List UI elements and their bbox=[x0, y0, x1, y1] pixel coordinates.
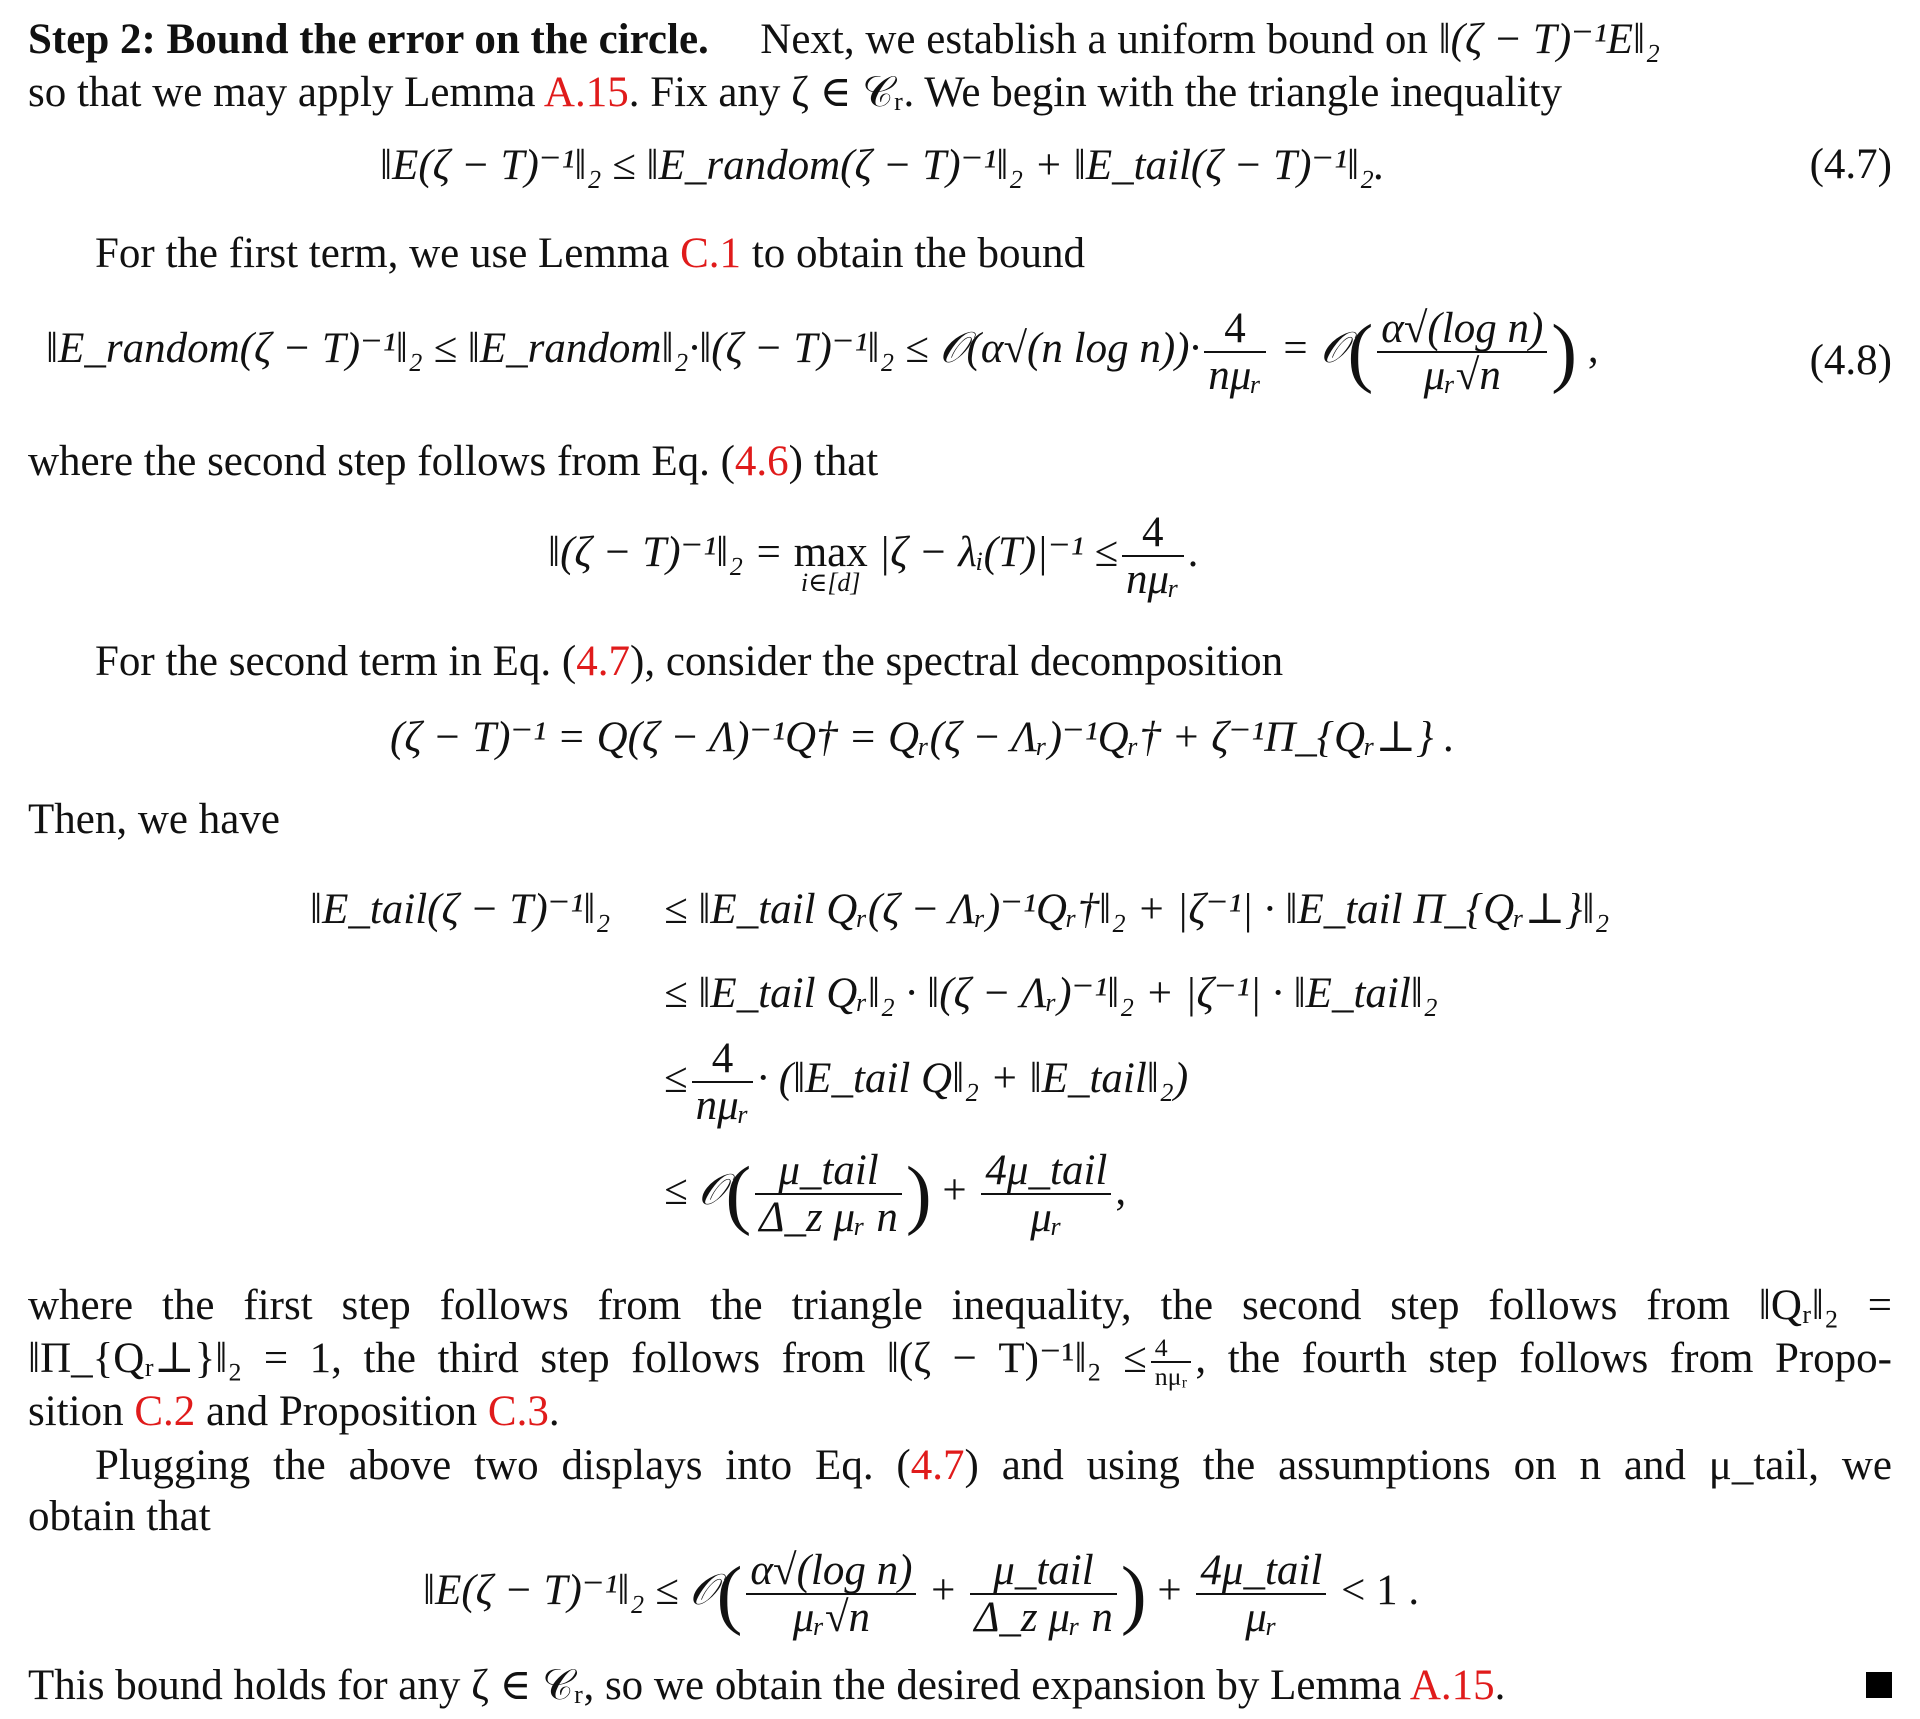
equation-body: ‖E(ζ − T)⁻¹‖₂ ≤ ‖E_random(ζ − T)⁻¹‖₂ + ‖E_tail(ζ − T)⁻¹‖₂. bbox=[380, 142, 1385, 189]
paragraph-text: ) and using the assumptions on n and μ_tail, we bbox=[964, 1442, 1893, 1489]
fraction bbox=[1122, 510, 1184, 602]
punctuation: , bbox=[1587, 325, 1599, 373]
fraction bbox=[1196, 1548, 1326, 1640]
paragraph-text: and Proposition bbox=[206, 1388, 478, 1435]
fraction-denominator: Δ_z μᵣ n bbox=[974, 1594, 1113, 1642]
fraction-numerator: 4μ_tail bbox=[1196, 1548, 1326, 1595]
fraction-denominator: μᵣ√n bbox=[792, 1594, 871, 1642]
paragraph-line bbox=[28, 14, 1892, 66]
paragraph-text: where the first step follows from the triangle inequality, the second step follows from ‖Qᵣ‖₂ = bbox=[28, 1282, 1892, 1329]
paragraph-text: For the second term in Eq. ( bbox=[95, 638, 577, 685]
paragraph-text: , the fourth step follows from Propo- bbox=[1195, 1335, 1892, 1382]
aligned-rhs: ≤ ‖E_tail Qᵣ‖₂ · ‖(ζ − Λᵣ)⁻¹‖₂ + |ζ⁻¹| · ‖E_tail‖₂ bbox=[664, 970, 1438, 1017]
fraction-denominator: μᵣ bbox=[1245, 1594, 1278, 1642]
aligned-row-2 bbox=[664, 968, 1438, 1018]
equation-number: (4.8) bbox=[1809, 337, 1892, 384]
paragraph-text: ), consider the spectral decomposition bbox=[630, 638, 1284, 685]
fraction-denominator: nμᵣ bbox=[1154, 1362, 1188, 1392]
equation-body: ‖E_random(ζ − T)⁻¹‖₂ ≤ ‖E_random‖₂·‖(ζ − T)⁻¹‖₂ ≤ 𝒪(α√(n log n))· $\frac{4}{\text{nμᵣ}}$ = 𝒪( $\frac{\text{α√(log n)}}{\text{μᵣ√n}}$ ) , bbox=[46, 305, 1599, 400]
aligned-row-4: ≤ 𝒪( $\frac{\text{μ\_tail}}{\text{Δ\_z μᵣ n}}$ ) + $\frac{\text{4μ\_tail}}{\text{μᵣ}}$ , bbox=[664, 1147, 1127, 1242]
equation-lhs: ‖E_random(ζ − T)⁻¹‖₂ ≤ ‖E_random‖₂·‖(ζ − T)⁻¹‖₂ ≤ 𝒪(α√(n log n))· bbox=[46, 325, 1201, 373]
fraction bbox=[692, 1036, 754, 1128]
fraction-numerator: α√(log n) bbox=[746, 1548, 916, 1595]
fraction-numerator: 4 bbox=[1122, 510, 1184, 557]
equation-body: (ζ − T)⁻¹ = Q(ζ − Λ)⁻¹Q† = Qᵣ(ζ − Λᵣ)⁻¹Qᵣ† + ζ⁻¹Π_{Qᵣ⊥} . bbox=[390, 714, 1455, 761]
paragraph-line bbox=[28, 1386, 1892, 1438]
paragraph-text: obtain that bbox=[28, 1493, 211, 1540]
aligned-rhs: ≤ ‖E_tail Qᵣ(ζ − Λᵣ)⁻¹Qᵣ†‖₂ + |ζ⁻¹| · ‖E_tail Π_{Qᵣ⊥}‖₂ bbox=[664, 886, 1610, 933]
fraction-numerator: 4 bbox=[1204, 306, 1266, 353]
fraction-numerator: 4μ_tail bbox=[981, 1148, 1111, 1195]
lemma-reference-link[interactable]: A.15 bbox=[1409, 1662, 1495, 1709]
fraction-numerator: μ_tail bbox=[970, 1548, 1117, 1595]
inline-math: ‖(ζ − T)⁻¹E‖₂ bbox=[1438, 16, 1661, 63]
paragraph-line bbox=[28, 1280, 1892, 1332]
paragraph-line bbox=[28, 1491, 1892, 1543]
relation: < 1 . bbox=[1341, 1567, 1420, 1615]
fraction bbox=[1204, 306, 1266, 398]
paragraph-text: where the second step follows from Eq. ( bbox=[28, 438, 735, 485]
equation-lhs: ‖(ζ − T)⁻¹‖₂ = bbox=[548, 529, 783, 577]
punctuation: , bbox=[1115, 1167, 1127, 1215]
fraction-numerator: μ_tail bbox=[755, 1148, 902, 1195]
paragraph-line bbox=[28, 1333, 1892, 1390]
fraction-denominator: μᵣ√n bbox=[1423, 352, 1501, 400]
paragraph-text: ) that bbox=[788, 438, 879, 485]
fraction-denominator: nμᵣ bbox=[1208, 352, 1262, 400]
equation-lhs: ‖E(ζ − T)⁻¹‖₂ ≤ 𝒪 bbox=[423, 1567, 717, 1615]
big-o: = 𝒪 bbox=[1280, 325, 1348, 373]
equation-4-7 bbox=[28, 140, 1892, 200]
max-subscript: i∈[d] bbox=[800, 568, 861, 598]
operator: + bbox=[931, 1567, 956, 1615]
paragraph-text: so that we may apply Lemma bbox=[28, 69, 536, 116]
aligned-row-3 bbox=[664, 1036, 1188, 1128]
paragraph-line bbox=[28, 1660, 1892, 1712]
punctuation: . bbox=[1494, 1662, 1506, 1709]
qed-square-icon bbox=[1866, 1672, 1892, 1698]
paragraph-text: Next, we establish a uniform bound on bbox=[760, 16, 1428, 63]
operator: + bbox=[1157, 1567, 1182, 1615]
proposition-reference-link[interactable]: C.3 bbox=[487, 1388, 549, 1435]
paragraph-line bbox=[95, 636, 1892, 688]
equation-number: (4.7) bbox=[1809, 141, 1892, 188]
fraction-denominator: Δ_z μᵣ n bbox=[759, 1194, 898, 1242]
equation-4-8 bbox=[28, 306, 1892, 416]
equation-rhs: |ζ − λᵢ(T)|⁻¹ ≤ bbox=[878, 529, 1118, 577]
paragraph-text: . Fix any ζ ∈ 𝒞ᵣ. We begin with the triangle inequality bbox=[628, 69, 1563, 116]
operator: + bbox=[942, 1167, 967, 1215]
paragraph-text: to obtain the bound bbox=[751, 230, 1086, 277]
paragraph-line bbox=[95, 1440, 1892, 1492]
fraction bbox=[1151, 1334, 1192, 1390]
aligned-row-1-rhs bbox=[664, 884, 1609, 934]
paragraph-line bbox=[28, 794, 1892, 846]
fraction-numerator: 4 bbox=[1151, 1334, 1192, 1363]
fraction-denominator: nμᵣ bbox=[695, 1082, 750, 1130]
equation-final-bound bbox=[28, 1548, 1892, 1658]
fraction-denominator: μᵣ bbox=[1030, 1194, 1063, 1242]
fraction-numerator: α√(log n) bbox=[1377, 306, 1547, 353]
equation-reference-link[interactable]: 4.6 bbox=[734, 438, 789, 485]
aligned-rhs: · (‖E_tail Q‖₂ + ‖E_tail‖₂) bbox=[757, 1055, 1189, 1103]
fraction bbox=[1377, 306, 1547, 398]
aligned-lhs: ‖E_tail(ζ − T)⁻¹‖₂ bbox=[310, 886, 611, 933]
lemma-reference-link[interactable]: A.15 bbox=[543, 69, 629, 116]
paragraph-line bbox=[95, 228, 1892, 280]
relation: ≤ bbox=[664, 1055, 688, 1103]
fraction bbox=[970, 1548, 1117, 1640]
max-operator: max i∈[d] bbox=[793, 529, 868, 598]
paragraph-text: For the first term, we use Lemma bbox=[95, 230, 670, 277]
equation-reference-link[interactable]: 4.7 bbox=[910, 1442, 965, 1489]
equation-resolvent-bound bbox=[28, 510, 1892, 610]
proposition-reference-link[interactable]: C.2 bbox=[134, 1388, 196, 1435]
fraction bbox=[746, 1548, 916, 1640]
equation-reference-link[interactable]: 4.7 bbox=[576, 638, 631, 685]
fraction-numerator: 4 bbox=[692, 1036, 754, 1083]
fraction bbox=[981, 1148, 1111, 1240]
step-heading: Step 2: Bound the error on the circle. bbox=[28, 16, 709, 63]
fraction-denominator: nμᵣ bbox=[1125, 556, 1180, 604]
paragraph-text: Plugging the above two displays into Eq. ( bbox=[95, 1442, 911, 1489]
relation: ≤ 𝒪 bbox=[664, 1167, 726, 1215]
equation-body bbox=[548, 510, 1198, 602]
punctuation: . bbox=[1187, 529, 1199, 577]
paragraph-text: This bound holds for any ζ ∈ 𝒞ᵣ, so we obtain the desired expansion by Lemma bbox=[28, 1662, 1402, 1709]
equation-body: ‖E(ζ − T)⁻¹‖₂ ≤ 𝒪( $\frac{\text{α√(log n)}}{\text{μᵣ√n}}$ + $\frac{\text{μ\_tail}}{\text{Δ\_z μᵣ n}}$ ) + $\frac{\text{4μ\_tail}}{\text{μᵣ}}$ < 1 . bbox=[423, 1547, 1420, 1642]
fraction bbox=[755, 1148, 902, 1240]
paragraph-text: sition bbox=[28, 1388, 124, 1435]
paragraph-line bbox=[28, 67, 1892, 119]
aligned-row-1 bbox=[310, 884, 610, 934]
punctuation: . bbox=[548, 1388, 560, 1435]
lemma-reference-link[interactable]: C.1 bbox=[680, 230, 742, 277]
equation-spectral-decomposition bbox=[28, 712, 1892, 772]
paragraph-line bbox=[28, 436, 1892, 488]
paragraph-text: ‖Π_{Qᵣ⊥}‖₂ = 1, the third step follows from ‖(ζ − T)⁻¹‖₂ ≤ bbox=[28, 1335, 1147, 1382]
paragraph-text: Then, we have bbox=[28, 796, 280, 843]
